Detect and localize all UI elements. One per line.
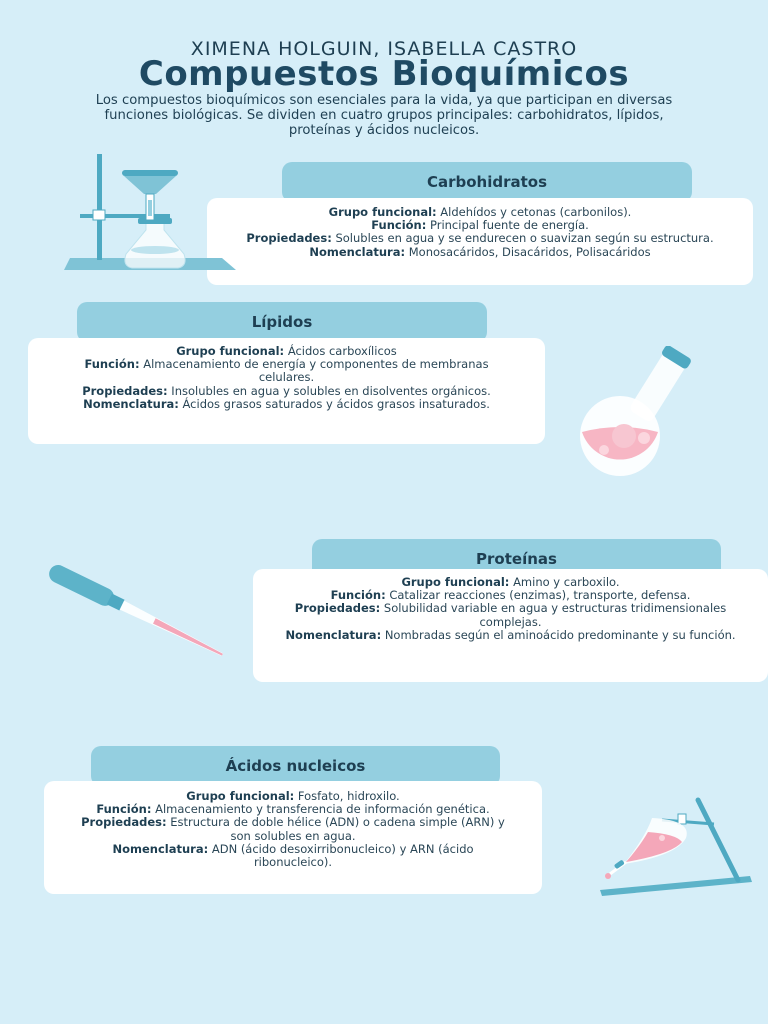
section-card-lipidos — [28, 338, 545, 444]
section-header-carbohidratos — [282, 162, 692, 202]
propiedades-line: Propiedades: Insolubles en agua y solubles en disolventes orgánicos. — [82, 383, 491, 398]
propiedades-line: Propiedades: Estructura de doble hélice (ADN) o cadena simple (ARN) y son solubles en agua. — [81, 815, 505, 843]
section-title: Ácidos nucleicos — [225, 757, 366, 775]
pipette-illustration — [44, 562, 240, 662]
funcion-line: Función: Catalizar reacciones (enzimas), transporte, defensa. — [330, 588, 691, 603]
funcion-line: Función: Almacenamiento y transferencia de información genética. — [96, 802, 490, 817]
section-header-lipidos — [77, 302, 487, 342]
grupo-funcional-line: Grupo funcional: Aldehídos y cetonas (carbonilos). — [328, 205, 632, 219]
funcion-line: Función: Almacenamiento de energía y componentes de membranas celulares. — [84, 357, 489, 385]
section-title: Lípidos — [251, 313, 313, 331]
section-card-proteinas — [253, 569, 768, 682]
funcion-line: Función: Principal fuente de energía. — [371, 218, 589, 233]
section-title: Proteínas — [476, 550, 557, 568]
intro-text: Los compuestos bioquímicos son esenciales para la vida, ya que participan en diversas funciones biológicas. Se dividen en cuatro grupos principales: carbohidratos, lípidos, proteínas y ácidos nucleicos. — [95, 93, 673, 138]
section-header-acidos-nucleicos — [91, 746, 500, 786]
section-card-acidos-nucleicos — [44, 781, 542, 894]
separatory-funnel-illustration — [596, 792, 756, 898]
grupo-funcional-line: Grupo funcional: Ácidos carboxílicos — [176, 344, 397, 358]
grupo-funcional-line: Grupo funcional: Amino y carboxilo. — [401, 575, 620, 589]
nomenclatura-line: Nomenclatura: Nombradas según el aminoácido predominante y su función. — [285, 627, 736, 642]
nomenclatura-line: Nomenclatura: Monosacáridos, Disacáridos, Polisacáridos — [309, 244, 651, 259]
round-flask-illustration — [552, 346, 714, 476]
funnel-stand-illustration — [60, 150, 240, 275]
page-title: Compuestos Bioquímicos — [138, 54, 630, 94]
section-card-carbohidratos — [207, 198, 753, 285]
propiedades-line: Propiedades: Solubles en agua y se endurecen o suavizan según su estructura. — [246, 231, 714, 246]
authors: XIMENA HOLGUIN, ISABELLA CASTRO — [190, 38, 578, 60]
section-title: Carbohidratos — [426, 173, 548, 191]
grupo-funcional-line: Grupo funcional: Fosfato, hidroxilo. — [186, 789, 400, 803]
nomenclatura-line: Nomenclatura: Ácidos grasos saturados y ácidos grasos insaturados. — [83, 396, 490, 411]
propiedades-line: Propiedades: Solubilidad variable en agua y estructuras tridimensionales complejas. — [294, 601, 727, 629]
nomenclatura-line: Nomenclatura: ADN (ácido desoxirribonucleico) y ARN (ácido ribonucleico). — [112, 841, 474, 870]
